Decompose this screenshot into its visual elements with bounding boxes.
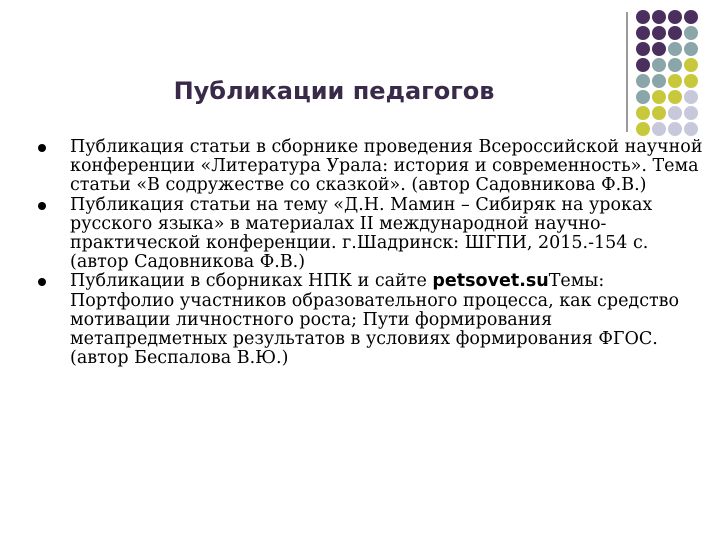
decoration-dot bbox=[684, 106, 698, 120]
bullet-list bbox=[34, 138, 704, 368]
decoration-dot bbox=[668, 42, 682, 56]
decoration-dot bbox=[668, 26, 682, 40]
decoration-dot bbox=[636, 58, 650, 72]
divider-line bbox=[626, 12, 628, 132]
decoration-dot bbox=[652, 58, 666, 72]
decoration-dot bbox=[668, 10, 682, 24]
decoration-dot bbox=[668, 90, 682, 104]
decoration-dot bbox=[684, 58, 698, 72]
decoration-dot bbox=[684, 42, 698, 56]
decoration-dot bbox=[668, 74, 682, 88]
decoration-dot bbox=[684, 26, 698, 40]
decoration-dot bbox=[652, 10, 666, 24]
list-item bbox=[34, 138, 704, 196]
decoration-dot bbox=[684, 10, 698, 24]
list-item bbox=[34, 196, 704, 273]
list-item-text: Публикация статьи в сборнике проведения Всероссийской научной конференции «Литература Урала: история и современность». Тема статьи «В содружестве со сказкой». (автор Садовникова Ф.В.) bbox=[70, 137, 703, 196]
decoration-dot bbox=[652, 122, 666, 136]
decoration-dot bbox=[668, 58, 682, 72]
decoration-dot bbox=[652, 42, 666, 56]
decoration-dot bbox=[684, 74, 698, 88]
slide-title: Публикации педагогов bbox=[173, 77, 495, 105]
decoration-dot bbox=[684, 122, 698, 136]
list-item-text-end: Темы: Портфолио участников образовательного процесса, как средство мотивации личностного роста; Пути формирования метапредметных результатов в условиях формирования ФГОС. (автор Беспалова В.Ю.) bbox=[70, 271, 680, 369]
decoration-dot bbox=[636, 10, 650, 24]
decoration-dot bbox=[636, 106, 650, 120]
decoration-dot bbox=[636, 122, 650, 136]
decoration-dot bbox=[636, 26, 650, 40]
decoration-dot bbox=[668, 106, 682, 120]
decoration-dot bbox=[636, 42, 650, 56]
bullet-icon bbox=[38, 144, 46, 152]
site-name: petsovet.su bbox=[432, 271, 549, 292]
bullet-icon bbox=[38, 202, 46, 210]
decoration-dot bbox=[684, 90, 698, 104]
bullet-icon bbox=[38, 278, 46, 286]
decoration-dot bbox=[652, 106, 666, 120]
list-item-text: Публикация статьи на тему «Д.Н. Мамин – Сибиряк на уроках русского языка» в материалах II международной научно-практической конференции. г.Шадринск: ШГПИ, 2015.-154 с. (автор Садовникова Ф.В.) bbox=[70, 194, 653, 273]
list-item bbox=[34, 272, 704, 368]
decoration-dot bbox=[652, 26, 666, 40]
decoration-dot bbox=[668, 122, 682, 136]
list-item-text-start: Публикации в сборниках НПК и сайте bbox=[70, 271, 433, 292]
dot-grid-decoration bbox=[636, 10, 720, 140]
